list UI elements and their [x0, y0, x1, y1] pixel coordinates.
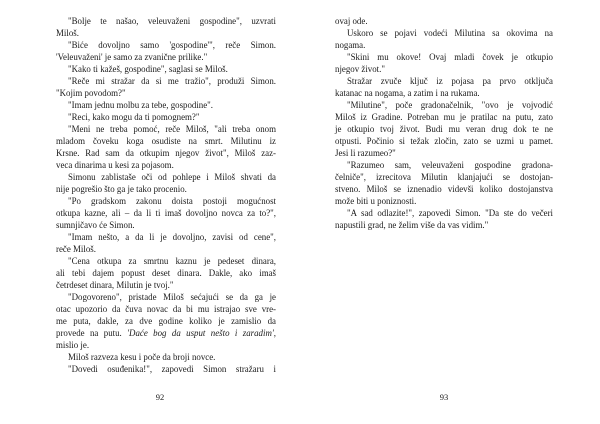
text-line: reče Miloš.	[56, 244, 96, 255]
text-line: "Kako ti kažeš, gospodine", saglasi se Miloš.	[68, 64, 228, 75]
text-line: čelniče", izrecitova Milutin klanjajući se dostojan-	[335, 172, 553, 183]
text-line: Krsne. Rad sam da otkupim njegov život", Miloš zaz-	[56, 148, 276, 159]
text-line: "Reci, kako mogu da ti pomognem?"	[68, 112, 200, 123]
text-line: "Po gradskom zakonu doista postoji mogućnost	[68, 196, 276, 207]
right-page-text	[335, 15, 553, 231]
text-line: ovaj ode.	[335, 16, 368, 26]
text-line: Miloš razveza kesu i poče da broji novce.	[68, 352, 216, 363]
text-line: ali tebi dajem popust deset dinara. Dakle, ako imaš	[56, 268, 276, 279]
text-line: Jesi li razumeo?"	[335, 148, 396, 159]
left-page-number: 92	[155, 392, 165, 402]
text-line: veca dinarima u kesi za pojasom.	[56, 160, 174, 171]
text-line: katanac na nogama, a zatim i na rukama.	[335, 88, 480, 99]
text-line: "Imam nešto, a da li je dovoljno, zavisi od cene",	[68, 232, 276, 243]
text-line: "Kojim povodom?"	[56, 88, 126, 99]
text-line: napustili grad, ne želim više da vas vidim."	[335, 220, 489, 231]
right-page-number: 93	[439, 392, 449, 402]
text-line: stveno. Miloš se iznenadio videvši koliko dostojanstva	[335, 184, 553, 195]
right-page	[300, 0, 600, 424]
text-line: može biti u poniznosti.	[335, 196, 417, 207]
text-line: "Bolje te našao, veleuvaženi gospodine", uzvrati	[68, 16, 276, 26]
text-line: "Biće dovoljno samo 'gospodine'", reče Simon.	[68, 40, 276, 51]
left-page-text	[56, 15, 276, 375]
text-line: Stražar zvuče ključ iz pojasa pa prvo otključa	[347, 76, 553, 87]
text-line: otkupa kazne, ali – da li ti imaš dovoljno novca za to?",	[56, 208, 276, 219]
text-line: "Imam jednu molbu za tebe, gospodine".	[68, 100, 214, 111]
text-line: mislio je.	[56, 340, 90, 351]
text-line: otpusti. Počinio si težak zločin, zato se uzmi u pamet.	[335, 136, 553, 147]
text-line: Simonu zablistaše oči od pohlepe i Miloš shvati da	[68, 172, 276, 183]
text-line: četrdeset dinara, Milutin je tvoj."	[56, 280, 174, 291]
text-line: Uskoro se pojavi vodeći Milutina sa okovima na	[347, 28, 553, 39]
text-line: "Dogovoreno", pristade Miloš sećajući se da ga je	[68, 292, 276, 303]
text-line: "Cena otkupa za smrtnu kaznu je pedeset dinara,	[68, 256, 276, 267]
text-line: "Skini mu okove! Ovaj mladi čovek je otkupio	[347, 52, 553, 63]
text-line: mladom čoveku koga osudiste na smrt. Milutinu iz	[56, 136, 276, 147]
text-line: nogama.	[335, 40, 366, 51]
italic-text: 'Daće bog da usput nešto i zaradim',	[127, 328, 276, 339]
text-line: otac upozorio da čuva novac da bi mu istrajao sve vre-	[56, 304, 276, 315]
text-line: 'Veleuvaženi' je samo za zvanične prilike."	[56, 52, 208, 63]
text-line: "A sad odlazite!", zapovedi Simon. "Da ste do večeri	[347, 208, 553, 219]
text-line: sumnjičavo će Simon.	[56, 220, 135, 231]
text-line: "Milutine", poče gradonačelnik, "ovo je vojvodić	[347, 100, 553, 111]
text-line: me puta, dakle, za dve godine koliko je zamislio da	[56, 316, 276, 327]
text-line: "Razumeo sam, veleuvaženi gospodine gradona-	[347, 160, 553, 171]
text-line: je otkupio tvoj život. Budi mu veran drug dok te ne	[335, 124, 553, 135]
text-line: "Meni ne treba pomoć, reče Miloš, "ali treba onom	[68, 124, 276, 135]
text-line: "Reče mi stražar da si me tražio", produži Simon.	[68, 76, 276, 87]
text-line: provede na putu. 'Daće bog da usput nešto i zaradim',	[56, 328, 276, 339]
text-line: nije pogrešio što ga je tako procenio.	[56, 184, 187, 195]
text-line: "Dovedi osuđenika!", zapovedi Simon stražaru i	[68, 364, 276, 375]
text-line: Miloš.	[56, 28, 79, 39]
text-line: Miloš iz Gradine. Potreban mu je pratilac na putu, zato	[335, 112, 553, 123]
text-line: njegov život."	[335, 64, 385, 75]
